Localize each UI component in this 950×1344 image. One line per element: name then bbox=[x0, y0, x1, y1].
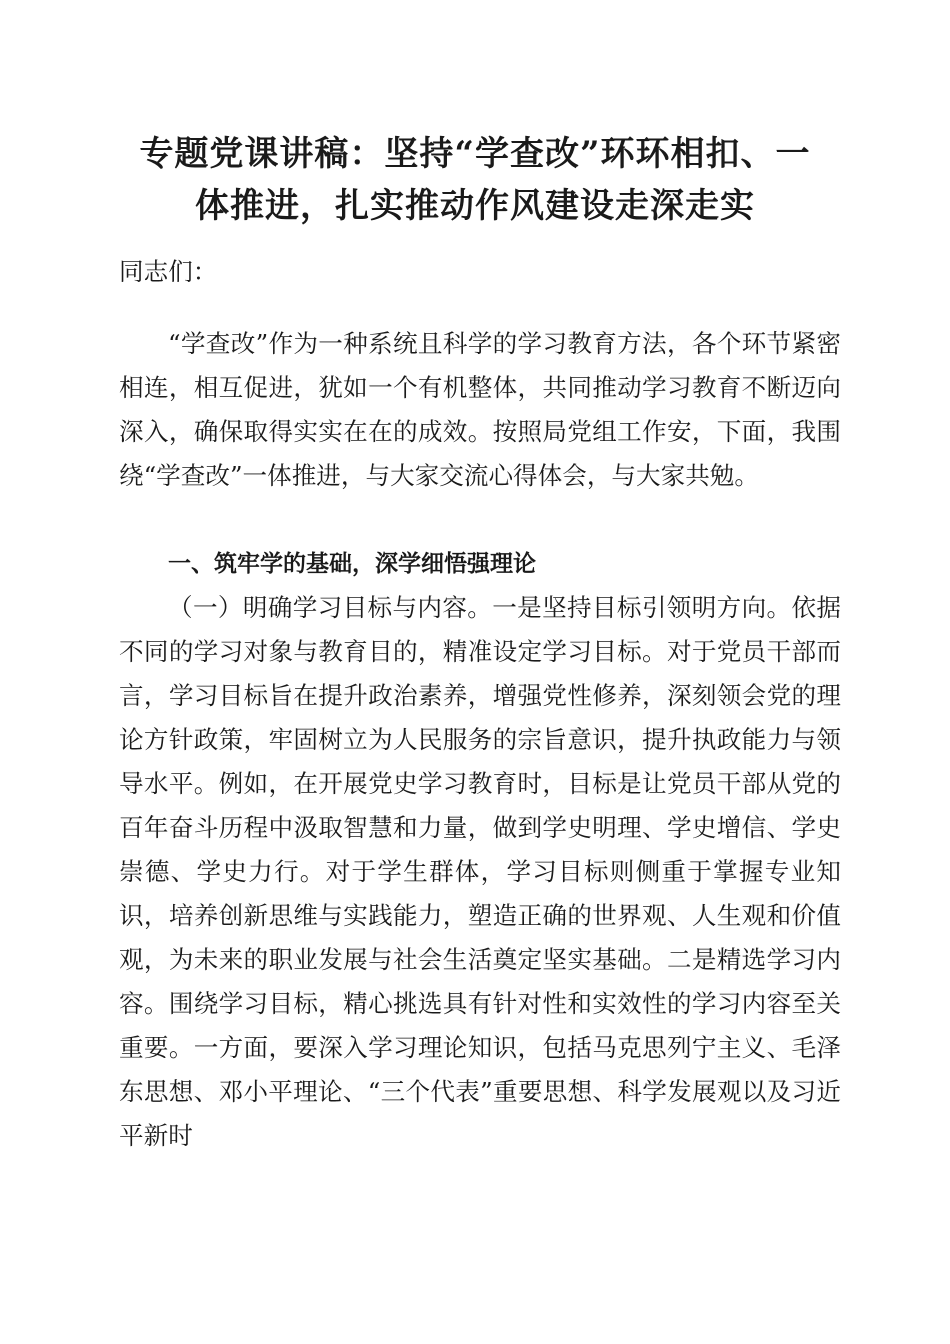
document-title-line-2: 体推进，扎实推动作风建设走深走实 bbox=[195, 186, 755, 226]
section-heading-1: 一、筑牢学的基础，深学细悟强理论 bbox=[168, 551, 536, 577]
salutation: 同志们： bbox=[119, 257, 218, 286]
body-paragraph-1: （一）明确学习目标与内容。一是坚持目标引领明方向。依据不同的学习对象与教育目的，精准设定学习目标。对于党员干部而言，学习目标旨在提升政治素养，增强党性修养，深刻领会党的理论方针政策，牢固树立为人民服务的宗旨意识，提升执政能力与领导水平。例如，在开展党史学习教育时，目标是让党员干部从党的百年奋斗历程中汲取智慧和力量，做到学史明理、学史增信、学史崇德、学史力行。对于学生群体，学习目标则侧重于掌握专业知识，培养创新思维与实践能力，塑造正确的世界观、人生观和价值观，为未来的职业发展与社会生活奠定坚实基础。二是精选学习内容。围绕学习目标，精心挑选具有针对性和实效性的学习内容至关重要。一方面，要深入学习理论知识，包括马克思列宁主义、毛泽东思想、邓小平理论、“三个代表”重要思想、科学发展观以及习近平新时 bbox=[119, 593, 841, 1150]
intro-paragraph: “学查改”作为一种系统且科学的学习教育方法，各个环节紧密相连，相互促进，犹如一个有机整体，共同推动学习教育不断迈向深入，确保取得实实在在的成效。按照局党组工作安，下面，我围绕“学查改”一体推进，与大家交流心得体会，与大家共勉。 bbox=[119, 329, 841, 490]
document-title-line-1: 专题党课讲稿：坚持“学查改”环环相扣、一 bbox=[139, 134, 811, 174]
